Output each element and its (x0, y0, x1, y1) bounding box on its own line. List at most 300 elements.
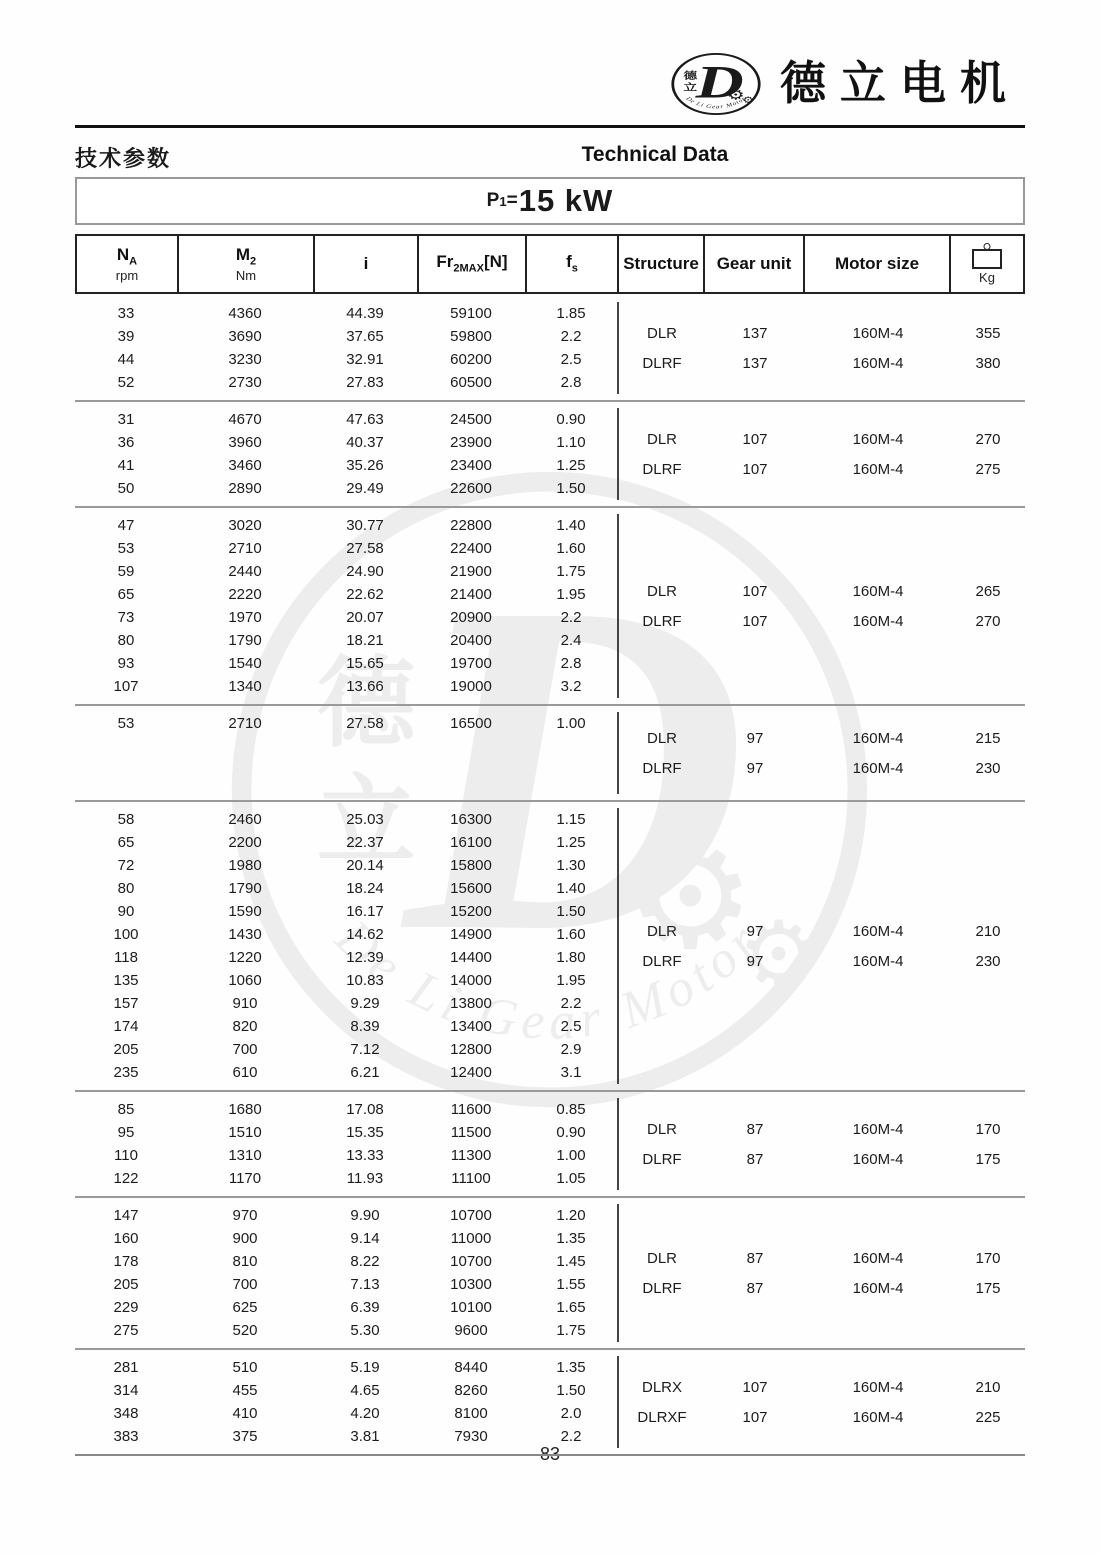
i-value: 24.90 (346, 563, 384, 580)
motor-size-value: 160M-4 (852, 1249, 904, 1267)
fr2max-value: 11000 (450, 1230, 492, 1247)
fs-value: 1.95 (556, 586, 586, 603)
motor-size-value: 160M-4 (852, 354, 904, 372)
i-value: 44.39 (346, 305, 384, 322)
i-value: 27.83 (346, 374, 384, 391)
m2-value: 700 (232, 1041, 258, 1058)
table-row (75, 477, 617, 500)
gear-unit-value: 97 (746, 952, 764, 970)
structure-value: DLRF (642, 1279, 682, 1297)
structure-row (619, 946, 1025, 976)
table-row (75, 514, 617, 537)
column-header-structure (619, 236, 705, 292)
gear-unit-value: 107 (742, 1408, 768, 1426)
fs-value: 2.8 (560, 374, 582, 391)
motor-size-value: 160M-4 (852, 952, 904, 970)
i-value: 27.58 (346, 540, 384, 557)
m2-value: 1510 (228, 1124, 262, 1141)
na-value: 39 (117, 328, 135, 345)
na-value: 275 (113, 1322, 139, 1339)
table-row (75, 1061, 617, 1084)
m2-value: 970 (232, 1207, 258, 1224)
fr-base: Fr (436, 252, 454, 272)
weight-value: 230 (975, 759, 1001, 777)
i-value: 16.17 (346, 903, 384, 920)
weight-value: 270 (975, 430, 1001, 448)
na-value: 157 (113, 995, 139, 1012)
m2-value: 1980 (228, 857, 262, 874)
gear-unit-value: 97 (746, 759, 764, 777)
table-group (75, 1198, 1025, 1350)
column-header-fs (527, 236, 619, 292)
table-row (75, 302, 617, 325)
m2-value: 610 (232, 1064, 258, 1081)
structure-value: DLR (646, 729, 677, 747)
weight-value: 355 (975, 324, 1001, 342)
structure-value: DLR (646, 922, 677, 940)
fs-value: 1.60 (556, 540, 586, 557)
table-group (75, 296, 1025, 402)
na-value: 41 (117, 457, 135, 474)
table-row (75, 1273, 617, 1296)
table-row (75, 1356, 617, 1379)
fr2max-value: 20900 (450, 609, 492, 626)
table-row (75, 923, 617, 946)
table-row (75, 560, 617, 583)
table-row (75, 831, 617, 854)
weight-unit: Kg (979, 270, 995, 286)
i-value: 12.39 (346, 949, 384, 966)
fr2max-value: 16100 (450, 834, 492, 851)
structure-row (619, 916, 1025, 946)
fs-value: 1.75 (556, 1322, 586, 1339)
table-row (75, 454, 617, 477)
m2-value: 900 (232, 1230, 258, 1247)
fs-value: 1.15 (556, 811, 586, 828)
na-value: 31 (117, 411, 135, 428)
fr2max-value: 20400 (450, 632, 492, 649)
table-row (75, 583, 617, 606)
fr-sub: 2MAX (453, 262, 484, 275)
structure-value: DLR (646, 582, 677, 600)
table-row (75, 1167, 617, 1190)
fr2max-value: 10700 (450, 1207, 492, 1224)
fs-value: 2.4 (560, 632, 582, 649)
m2-value: 410 (232, 1405, 258, 1422)
m2-value: 4360 (228, 305, 262, 322)
fr2max-value: 10300 (450, 1276, 492, 1293)
fr2max-value: 7930 (454, 1428, 488, 1445)
m2-value: 700 (232, 1276, 258, 1293)
m2-value: 3020 (228, 517, 262, 534)
gear-unit-value: 87 (746, 1249, 764, 1267)
brand-name-cn: 德立电机 (780, 58, 1020, 109)
group-left (75, 1098, 617, 1190)
fr2max-value: 60200 (450, 351, 492, 368)
fs-value: 2.0 (560, 1405, 582, 1422)
structure-value: DLRXF (637, 1408, 687, 1426)
m2-value: 1170 (228, 1170, 262, 1187)
fr2max-value: 59800 (450, 328, 492, 345)
m2-value: 375 (232, 1428, 258, 1445)
motor-size-label: Motor size (834, 254, 920, 274)
na-value: 235 (113, 1064, 139, 1081)
motor-size-value: 160M-4 (852, 324, 904, 342)
group-structure-block (617, 1204, 1025, 1342)
fr2max-value: 59100 (450, 305, 492, 322)
fs-base: f (566, 252, 572, 272)
group-structure-block (617, 1356, 1025, 1448)
fs-value: 3.2 (560, 678, 582, 695)
fr2max-value: 12400 (450, 1064, 492, 1081)
structure-value: DLRF (642, 952, 682, 970)
na-value: 73 (117, 609, 135, 626)
section-titles (75, 140, 1025, 172)
motor-size-value: 160M-4 (852, 1408, 904, 1426)
na-value: 33 (117, 305, 135, 322)
m2-value: 520 (232, 1322, 258, 1339)
na-value: 100 (113, 926, 139, 943)
group-left (75, 712, 617, 794)
gear-unit-value: 137 (742, 354, 768, 372)
fs-value: 1.00 (556, 715, 586, 732)
m2-value: 3690 (228, 328, 262, 345)
i-value: 35.26 (346, 457, 384, 474)
m2-unit: Nm (235, 267, 257, 283)
gear-unit-value: 87 (746, 1279, 764, 1297)
na-value: 174 (113, 1018, 139, 1035)
gear-unit-value: 107 (742, 1378, 768, 1396)
structure-row (619, 606, 1025, 636)
na-value: 314 (113, 1382, 139, 1399)
weight-value: 170 (975, 1120, 1001, 1138)
table-row (75, 1098, 617, 1121)
power-prefix: P (486, 190, 500, 211)
gear-unit-value: 97 (746, 922, 764, 940)
structure-value: DLRX (641, 1378, 682, 1396)
fr2max-value: 11600 (450, 1101, 492, 1118)
i-value: 37.65 (346, 328, 384, 345)
fs-value: 1.95 (556, 972, 586, 989)
table-row (75, 1296, 617, 1319)
fs-value: 2.5 (560, 1018, 582, 1035)
table-group (75, 802, 1025, 1092)
table-row (75, 675, 617, 698)
fs-value: 1.80 (556, 949, 586, 966)
na-value: 36 (117, 434, 135, 451)
fs-value: 0.85 (556, 1101, 586, 1118)
fs-value: 1.65 (556, 1299, 586, 1316)
i-value: 13.66 (346, 678, 384, 695)
na-value: 178 (113, 1253, 139, 1270)
fr2max-value: 60500 (450, 374, 492, 391)
fs-value: 1.05 (556, 1170, 586, 1187)
group-structure-block (617, 408, 1025, 500)
table-row (75, 537, 617, 560)
fs-value: 1.35 (556, 1230, 586, 1247)
motor-size-value: 160M-4 (852, 1120, 904, 1138)
weight-value: 210 (975, 922, 1001, 940)
weight-value: 265 (975, 582, 1001, 600)
table-row (75, 606, 617, 629)
na-value: 53 (117, 715, 135, 732)
fr2max-value: 14400 (450, 949, 492, 966)
fs-value: 3.1 (560, 1064, 582, 1081)
table-row (75, 371, 617, 394)
structure-row (619, 424, 1025, 454)
na-value: 147 (113, 1207, 139, 1224)
structure-value: DLRF (642, 1150, 682, 1168)
fs-value: 2.2 (560, 609, 582, 626)
structure-row (619, 1372, 1025, 1402)
fr2max-value: 9600 (454, 1322, 488, 1339)
i-value: 8.22 (350, 1253, 380, 1270)
table-group (75, 706, 1025, 802)
m2-value: 1680 (228, 1101, 262, 1118)
i-value: 10.83 (346, 972, 384, 989)
structure-row (619, 1243, 1025, 1273)
m2-value: 3960 (228, 434, 262, 451)
m2-value: 1590 (228, 903, 262, 920)
brand-logo (670, 52, 762, 116)
i-value: 4.20 (350, 1405, 380, 1422)
structure-value: DLRF (642, 460, 682, 478)
i-value: 15.35 (346, 1124, 384, 1141)
group-structure-block (617, 712, 1025, 794)
fr2max-value: 11500 (450, 1124, 492, 1141)
m2-value: 1220 (228, 949, 262, 966)
fr2max-value: 16300 (450, 811, 492, 828)
table-row (75, 408, 617, 431)
table-row (75, 969, 617, 992)
motor-size-value: 160M-4 (852, 582, 904, 600)
na-value: 72 (117, 857, 135, 874)
motor-size-value: 160M-4 (852, 1150, 904, 1168)
table-row (75, 1379, 617, 1402)
page-number: 83 (539, 1444, 561, 1464)
gear-unit-value: 107 (742, 460, 768, 478)
fr2max-value: 21400 (450, 586, 492, 603)
fr2max-value: 22400 (450, 540, 492, 557)
fr2max-value: 15200 (450, 903, 492, 920)
structure-row (619, 1273, 1025, 1303)
title-cn: 技术参数 (75, 146, 172, 171)
table-row (75, 1319, 617, 1342)
i-value: 22.37 (346, 834, 384, 851)
i-value: 9.90 (350, 1207, 380, 1224)
motor-size-value: 160M-4 (852, 1279, 904, 1297)
table-row (75, 1425, 617, 1448)
table-row (75, 431, 617, 454)
m2-value: 2710 (228, 715, 262, 732)
i-value: 13.33 (346, 1147, 384, 1164)
na-value: 50 (117, 480, 135, 497)
fr2max-value: 15600 (450, 880, 492, 897)
column-header-weight (951, 236, 1023, 292)
fs-value: 2.8 (560, 655, 582, 672)
i-value: 40.37 (346, 434, 384, 451)
fs-value: 1.45 (556, 1253, 586, 1270)
m2-value: 1310 (228, 1147, 262, 1164)
structure-value: DLR (646, 1249, 677, 1267)
i-base: i (363, 254, 369, 274)
motor-size-value: 160M-4 (852, 612, 904, 630)
fr2max-value: 11100 (451, 1170, 491, 1187)
na-value: 135 (113, 972, 139, 989)
fr2max-value: 19700 (450, 655, 492, 672)
m2-value: 2200 (228, 834, 262, 851)
structure-row (619, 1144, 1025, 1174)
na-value: 90 (117, 903, 135, 920)
fr2max-value: 21900 (450, 563, 492, 580)
table-row (75, 992, 617, 1015)
m2-value: 910 (232, 995, 258, 1012)
weight-value: 170 (975, 1249, 1001, 1267)
column-header-motor-size (805, 236, 951, 292)
group-left (75, 408, 617, 500)
na-value: 281 (113, 1359, 139, 1376)
structure-value: DLRF (642, 354, 682, 372)
structure-row (619, 318, 1025, 348)
title-en: Technical Data (581, 143, 729, 166)
fs-value: 2.9 (560, 1041, 582, 1058)
fs-value: 1.20 (556, 1207, 586, 1224)
na-value: 53 (117, 540, 135, 557)
structure-row (619, 1402, 1025, 1432)
m2-value: 1540 (228, 655, 262, 672)
brand (670, 52, 1020, 116)
na-value: 58 (117, 811, 135, 828)
group-left (75, 808, 617, 1084)
m2-value: 810 (232, 1253, 258, 1270)
table-row (75, 854, 617, 877)
i-value: 27.58 (346, 715, 384, 732)
table-row (75, 712, 617, 735)
gear-unit-value: 107 (742, 430, 768, 448)
na-value: 65 (117, 834, 135, 851)
table-row (75, 1015, 617, 1038)
top-rule (75, 125, 1025, 128)
fr2max-value: 16500 (450, 715, 492, 732)
group-structure-block (617, 808, 1025, 1084)
m2-value: 2440 (228, 563, 262, 580)
fs-value: 1.75 (556, 563, 586, 580)
i-value: 7.13 (350, 1276, 380, 1293)
i-value: 20.07 (346, 609, 384, 626)
motor-size-value: 160M-4 (852, 729, 904, 747)
power-rating-box (75, 177, 1025, 225)
fr2max-value: 10100 (450, 1299, 492, 1316)
na-value: 107 (113, 678, 139, 695)
fs-value: 1.60 (556, 926, 586, 943)
structure-row (619, 723, 1025, 753)
na-value: 52 (117, 374, 135, 391)
fs-value: 1.25 (556, 457, 586, 474)
i-value: 6.39 (350, 1299, 380, 1316)
m2-value: 4670 (228, 411, 262, 428)
m2-value: 2890 (228, 480, 262, 497)
gear-unit-value: 97 (746, 729, 764, 747)
weight-value: 230 (975, 952, 1001, 970)
na-value: 80 (117, 632, 135, 649)
m2-value: 510 (232, 1359, 258, 1376)
table-row (75, 325, 617, 348)
fs-value: 1.55 (556, 1276, 586, 1293)
m2-value: 1060 (228, 972, 262, 989)
weight-value: 175 (975, 1150, 1001, 1168)
fr2max-value: 8100 (454, 1405, 488, 1422)
i-value: 9.29 (350, 995, 380, 1012)
fs-value: 0.90 (556, 411, 586, 428)
na-value: 229 (113, 1299, 139, 1316)
i-value: 15.65 (346, 655, 384, 672)
structure-value: DLRF (642, 759, 682, 777)
m2-sub: 2 (250, 254, 257, 267)
na-value: 47 (117, 517, 135, 534)
group-structure-block (617, 514, 1025, 698)
na-value: 95 (117, 1124, 135, 1141)
column-header-na (77, 236, 179, 292)
fr2max-value: 10700 (450, 1253, 492, 1270)
na-value: 44 (117, 351, 135, 368)
i-value: 11.93 (346, 1170, 384, 1187)
fs-value: 0.90 (556, 1124, 586, 1141)
table-row (75, 1204, 617, 1227)
i-value: 22.62 (346, 586, 384, 603)
i-value: 47.63 (346, 411, 384, 428)
fr2max-value: 22800 (450, 517, 492, 534)
table-group (75, 508, 1025, 706)
m2-value: 1790 (228, 632, 262, 649)
group-structure-block (617, 302, 1025, 394)
i-value: 5.19 (350, 1359, 380, 1376)
fs-sub: s (571, 262, 578, 275)
table-row (75, 1144, 617, 1167)
fr2max-value: 14900 (450, 926, 492, 943)
m2-value: 455 (232, 1382, 258, 1399)
structure-value: DLR (646, 430, 677, 448)
na-value: 383 (113, 1428, 139, 1445)
structure-row (619, 753, 1025, 783)
gear-unit-value: 107 (742, 612, 768, 630)
na-value: 65 (117, 586, 135, 603)
m2-value: 3230 (228, 351, 262, 368)
m2-value: 820 (232, 1018, 258, 1035)
fr2max-value: 11300 (450, 1147, 492, 1164)
fs-value: 2.2 (560, 1428, 582, 1445)
fs-value: 1.50 (556, 1382, 586, 1399)
m2-value: 2730 (228, 374, 262, 391)
table-group (75, 402, 1025, 508)
structure-label: Structure (623, 254, 699, 274)
i-value: 30.77 (346, 517, 384, 534)
structure-value: DLR (646, 324, 677, 342)
fr2max-value: 8440 (454, 1359, 488, 1376)
na-sub: A (129, 254, 138, 267)
structure-row (619, 348, 1025, 378)
m2-value: 1970 (228, 609, 262, 626)
i-value: 17.08 (346, 1101, 384, 1118)
i-value: 4.65 (350, 1382, 380, 1399)
fs-value: 1.10 (556, 434, 586, 451)
motor-size-value: 160M-4 (852, 430, 904, 448)
gear-unit-value: 87 (746, 1150, 764, 1168)
power-equals: = (506, 190, 518, 211)
i-value: 9.14 (350, 1230, 380, 1247)
weight-value: 215 (975, 729, 1001, 747)
table-row (75, 348, 617, 371)
group-left (75, 1356, 617, 1448)
